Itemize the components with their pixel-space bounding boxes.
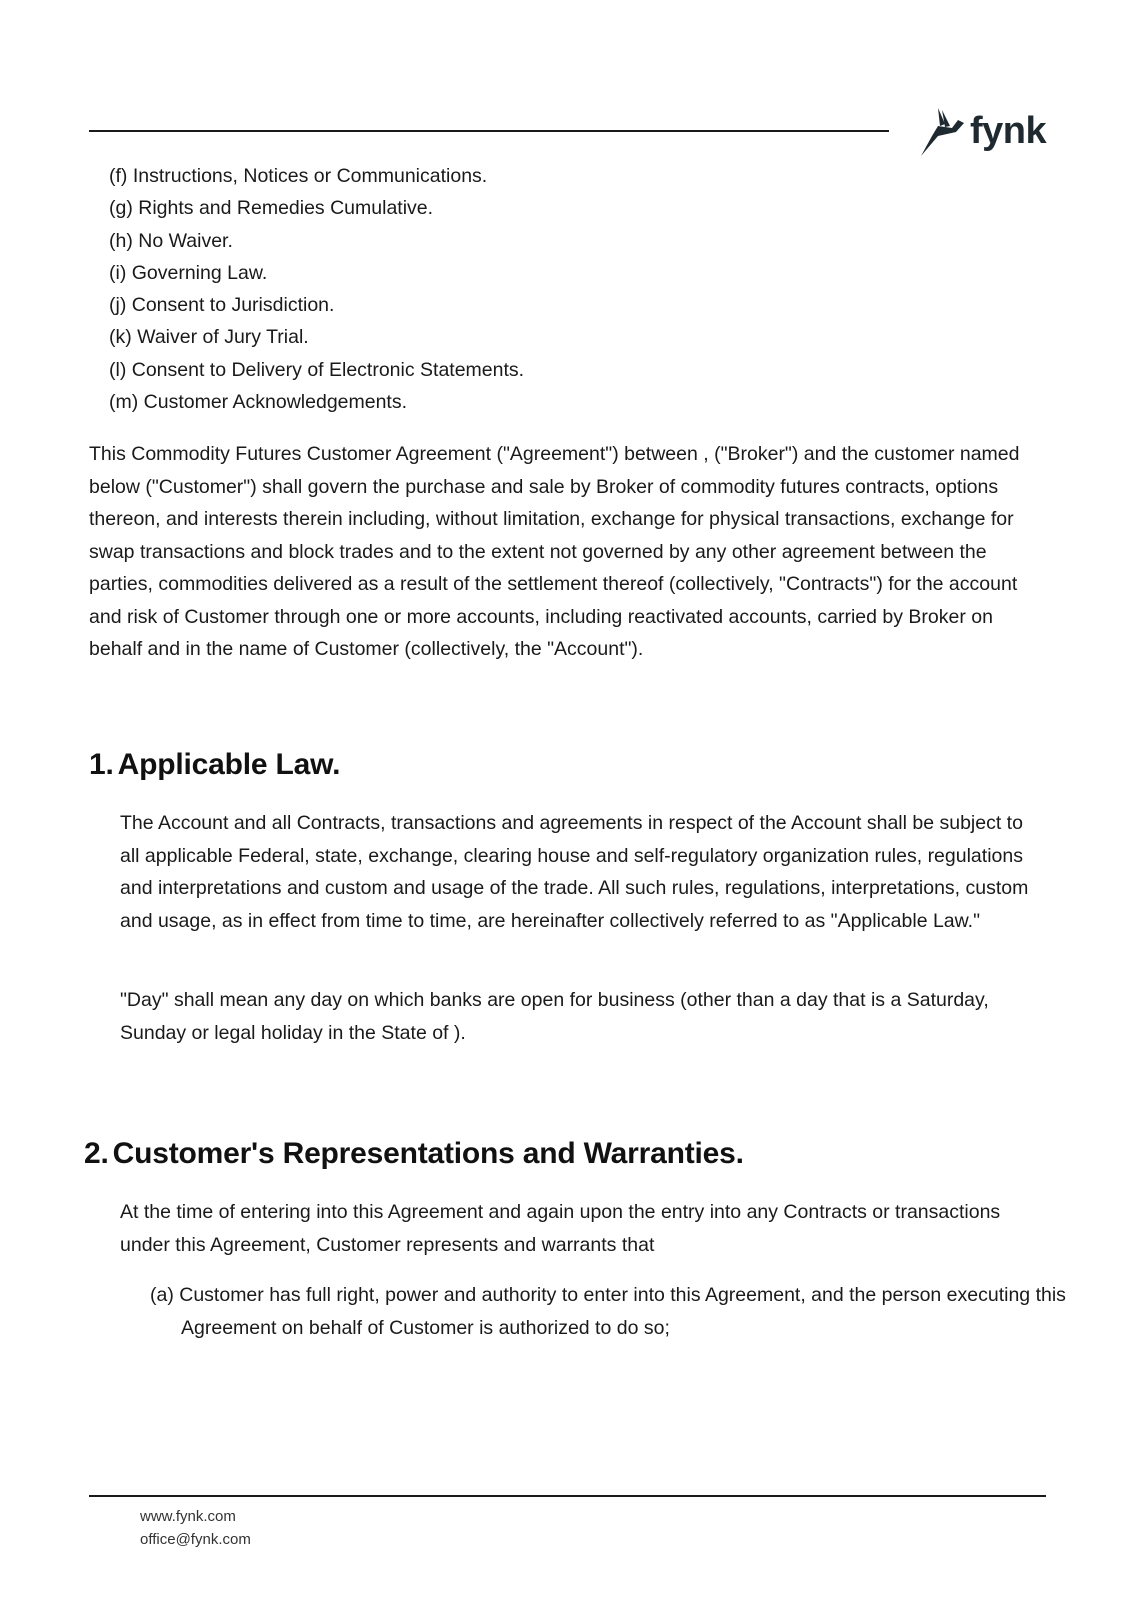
fynk-logo (918, 106, 1048, 162)
section-1-paragraph: The Account and all Contracts, transactions and agreements in respect of the Account shall be subject to all applicable Federal, state, exchange, clearing house and self-regulatory organization rules, regulations and interpretations and custom and usage of the trade. All such rules, regulations, interpretations, custom and usage, as in effect from time to time, are hereinafter collectively referred to as "Applicable Law." (120, 812, 1029, 932)
brand-name: fynk (970, 109, 1047, 152)
toc-item: (l) Consent to Delivery of Electronic Statements. (109, 358, 525, 381)
footer (140, 1505, 251, 1551)
table-of-contents (109, 160, 524, 418)
section-title-text: Applicable Law. (117, 748, 341, 781)
toc-item: (j) Consent to Jurisdiction. (109, 294, 335, 317)
section-title-text: Customer's Representations and Warranties. (112, 1137, 744, 1170)
section-number: 1. (89, 748, 114, 781)
header-divider (89, 130, 889, 132)
footer-email-link[interactable]: office@fynk.com (140, 1531, 251, 1548)
toc-item: (g) Rights and Remedies Cumulative. (109, 197, 434, 220)
section-1-paragraph: "Day" shall mean any day on which banks are open for business (other than a day that is a Saturday, Sunday or legal holiday in the State of ). (120, 989, 989, 1044)
toc-item: (i) Governing Law. (109, 261, 268, 284)
section-number: 2. (84, 1137, 109, 1170)
section-2-heading (84, 1137, 744, 1171)
intro-paragraph: This Commodity Futures Customer Agreement ("Agreement") between , ("Broker") and the customer named below ("Customer") shall govern the purchase and sale by Broker of commodity futures contracts, options thereon, and interests therein including, without limitation, exchange for physical transactions, exchange for swap transactions and block trades and to the extent not governed by any other agreement between the parties, commodities delivered as a result of the settlement thereof (collectively, "Contracts") for the account and risk of Customer through one or more accounts, including reactivated accounts, carried by Broker on behalf and in the name of Customer (collectively, the "Account"). (89, 443, 1020, 660)
section-2-list-item: (a) Customer has full right, power and authority to enter into this Agreement, and the person executing this Agreement on behalf of Customer is authorized to do so; (150, 1284, 1066, 1339)
fynk-bird-icon (918, 106, 968, 162)
section-1-heading (89, 748, 340, 782)
toc-item: (f) Instructions, Notices or Communications. (109, 165, 488, 187)
toc-item: (h) No Waiver. (109, 229, 233, 252)
toc-item: (k) Waiver of Jury Trial. (109, 326, 309, 349)
section-2-paragraph: At the time of entering into this Agreement and again upon the entry into any Contracts or transactions under this Agreement, Customer represents and warrants that (120, 1201, 1001, 1256)
footer-divider (89, 1495, 1046, 1497)
toc-item: (m) Customer Acknowledgements. (109, 391, 408, 414)
footer-website-link[interactable]: www.fynk.com (140, 1508, 236, 1525)
